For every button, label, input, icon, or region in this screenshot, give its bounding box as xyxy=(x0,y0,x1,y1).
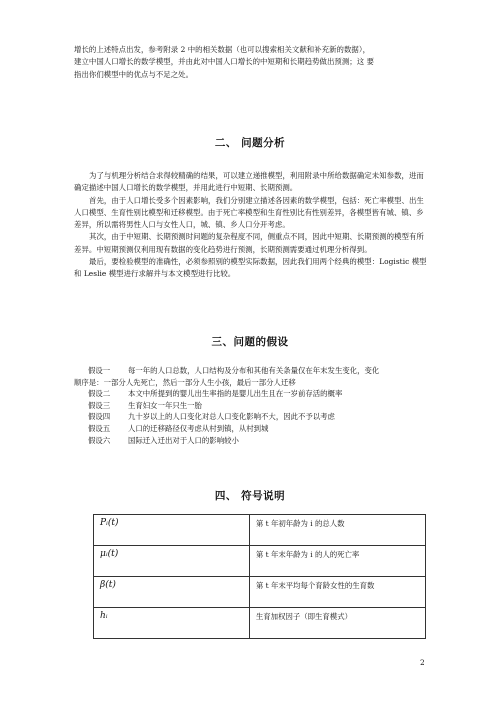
description-cell: 第 t 年末平均每个育龄女性的生育数 xyxy=(249,577,425,608)
analysis-paragraph-1: 为了与机理分析结合求得较精确的结果，可以建立递推模型，利用附录中所给数据确定未知参数，进而确定描述中国人口增长的数学模型，并用此进行中短期、长期预测。 xyxy=(74,171,424,193)
assumption-item xyxy=(88,400,430,412)
section-2-heading: 二、 问题分析 xyxy=(214,137,286,149)
assumption-label: 假设六 xyxy=(88,435,111,445)
description-cell: 第 t 年末年龄为 i 的人的死亡率 xyxy=(249,546,425,577)
page-number: 2 xyxy=(420,658,425,667)
assumption-text: 本文中所提到的婴儿出生率指的是婴儿出生且在一岁前存活的概率 xyxy=(128,389,343,399)
assumption-label: 假设五 xyxy=(88,423,111,433)
assumption-text: 国际迁入迁出对于人口的影响较小 xyxy=(128,435,239,445)
assumption-item xyxy=(88,423,430,435)
description-cell: 第 t 年初年龄为 i 的总人数 xyxy=(249,515,425,546)
symbol-table xyxy=(93,514,426,639)
assumption-label: 假设三 xyxy=(88,400,111,410)
assumption-text: 每一年的人口总数，人口结构及分布和其他有关条量仅在年末发生变化，变化 xyxy=(128,366,380,375)
assumption-text: 生育妇女一年只生一胎 xyxy=(128,400,202,410)
assumption-label: 假设四 xyxy=(88,412,111,422)
symbol-cell: μᵢ(t) xyxy=(94,546,250,577)
assumption-item xyxy=(88,435,430,447)
assumption-continuation: 顺序是：一部分人先死亡，然后一部分人生小孩，最后一部分人迁移 xyxy=(74,377,296,387)
table-row xyxy=(94,546,426,577)
symbol-cell: hᵢ xyxy=(94,608,250,639)
intro-paragraph xyxy=(74,44,430,81)
assumption-label: 假设二 xyxy=(88,389,111,399)
section-4-heading: 四、 符号说明 xyxy=(214,490,286,502)
section-2-body xyxy=(74,170,430,281)
symbol-cell: Pᵢ(t) xyxy=(94,515,250,546)
intro-line: 建立中国人口增长的数学模型，并由此对中国人口增长的中短期和长期趋势做出预测；这 要 xyxy=(74,57,375,67)
assumption-item xyxy=(88,411,430,423)
intro-line: 指出你们模型中的优点与不足之处。 xyxy=(74,69,194,79)
symbol-cell: β(t) xyxy=(94,577,250,608)
description-cell: 生育加权因子（即生育模式） xyxy=(249,608,425,639)
table-row xyxy=(94,608,426,639)
assumption-list xyxy=(74,365,430,446)
analysis-paragraph-3: 其次，由于中短期、长期预测时问题的复杂程度不同，侧重点不同，因此中短期、长期预测的模型有所差异。中短期预测仅利用现有数据的变化趋势进行预测，长期预测需要通过机理分析得到。 xyxy=(74,232,424,254)
analysis-paragraph-4: 最后，要检验模型的准确性，必须参照别的模型实际数据，因此我们用两个经典的模型：Logistic 模型和 Leslie 模型进行求解并与本文模型进行比较。 xyxy=(74,257,427,279)
table-row xyxy=(94,515,426,546)
analysis-paragraph-2: 首先，由于人口增长受多个因素影响，我们分别建立描述各因素的数学模型，包括：死亡率模型、出生人口模型、生育性别比模型和迁移模型。由于死亡率模型和生育性别比有性别差异，各模型皆有城、镇、乡差异，所以需将男性人口与女性人口，城、镇、乡人口分开考虑。 xyxy=(74,195,424,230)
assumption-item xyxy=(88,388,430,400)
assumption-label: 假设一 xyxy=(88,366,111,375)
section-3-heading: 三、问题的假设 xyxy=(211,336,289,348)
assumption-item xyxy=(88,365,430,377)
assumption-text: 九十岁以上的人口变化对总人口变化影响不大，因此不予以考虑 xyxy=(128,412,335,422)
table-row xyxy=(94,577,426,608)
intro-line: 增长的上述特点出发，参考附录 2 中的相关数据（也可以搜索相关文献和补充新的数据）， xyxy=(74,45,371,54)
assumption-text: 人口的迁移路径仅考虑从村到镇，从村到城 xyxy=(128,423,269,433)
